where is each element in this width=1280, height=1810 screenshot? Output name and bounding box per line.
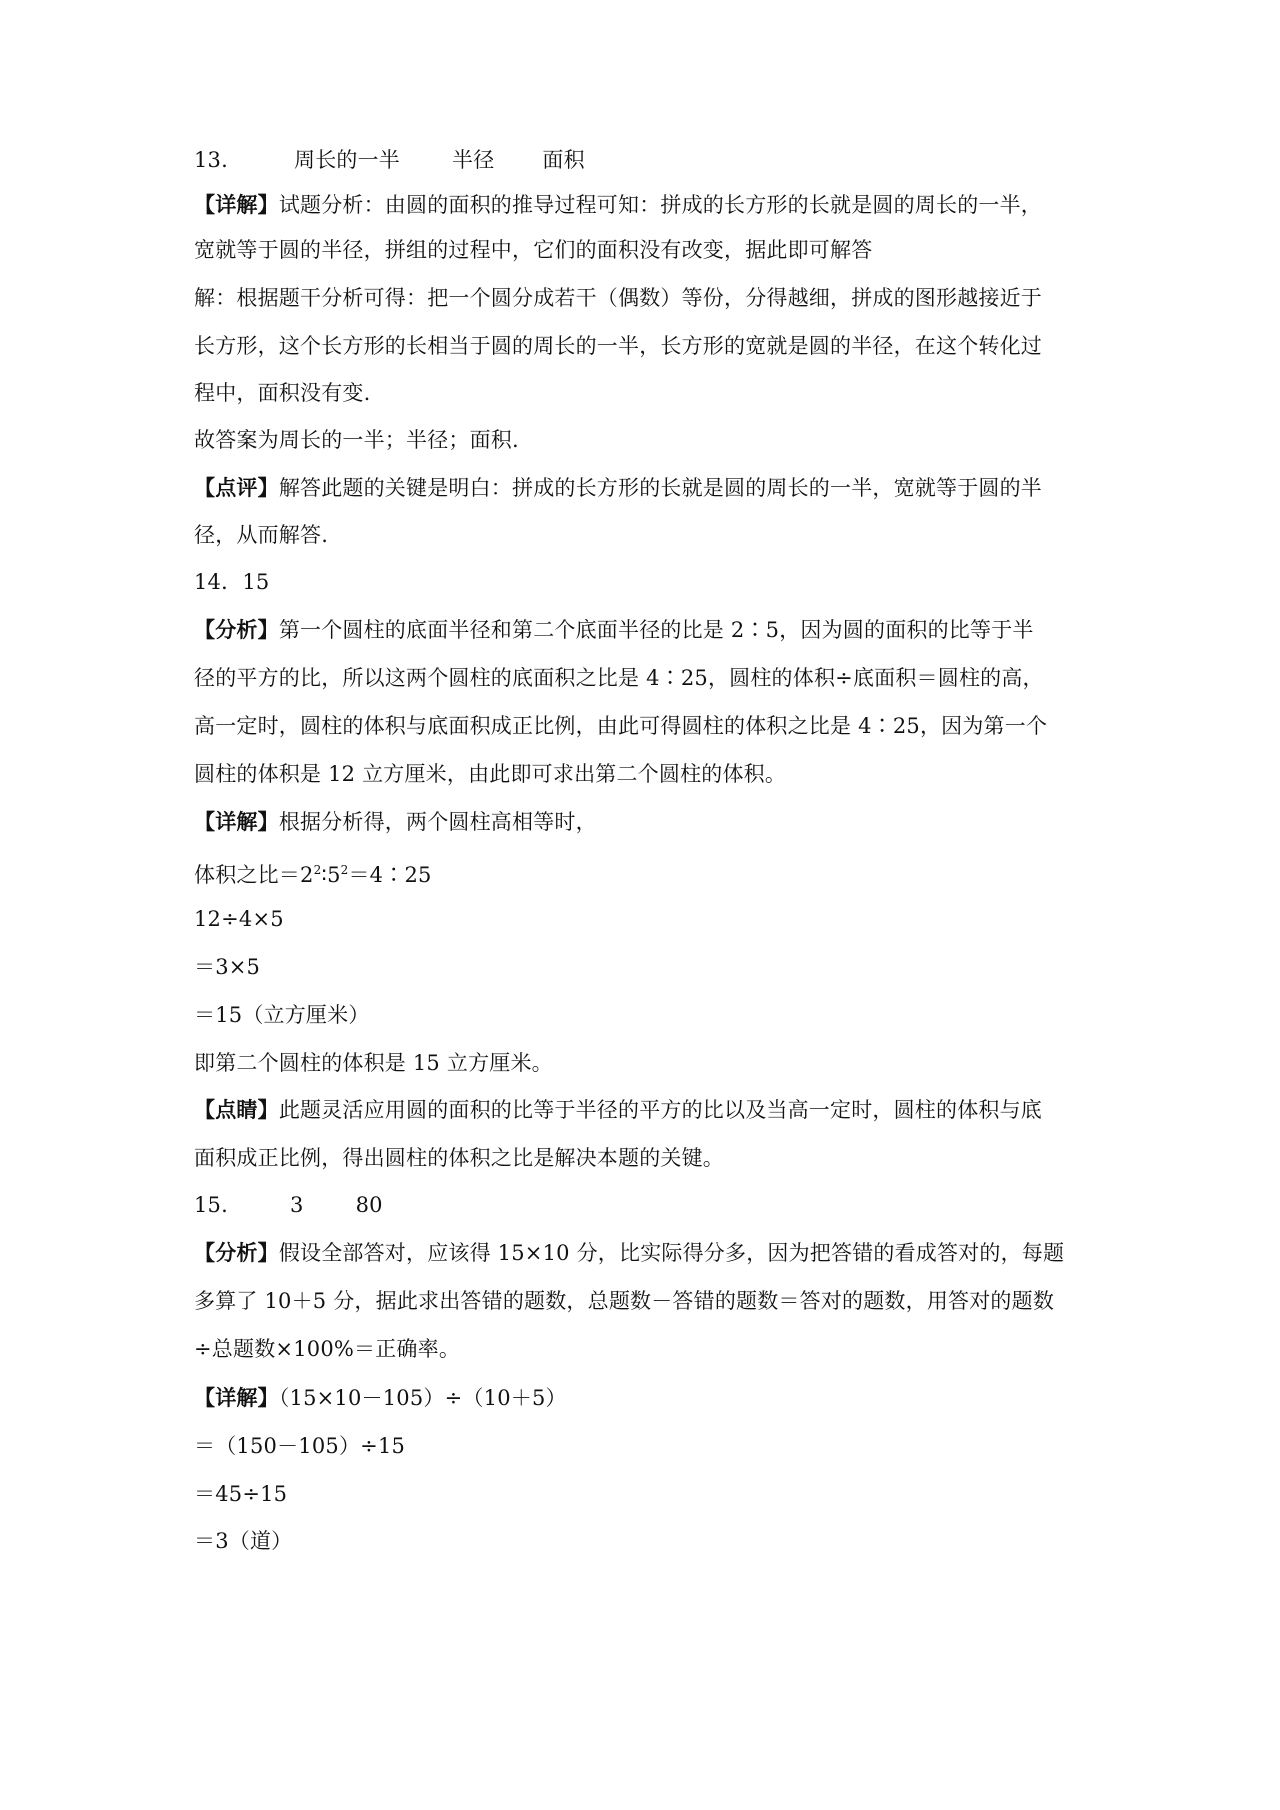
q14-analysis-tag: 【分析】: [194, 617, 279, 642]
q15-analysis-tag: 【分析】: [194, 1240, 279, 1265]
q15-number: 15.: [194, 1193, 228, 1217]
q14-analysis-line-1: [194, 617, 1034, 643]
q14-remark-line-1: [194, 1097, 1042, 1123]
q14-remark-text-1: 此题灵活应用圆的面积的比等于半径的平方的比以及当高一定时，圆柱的体积与底: [278, 1098, 1043, 1122]
q14-calc-line-1: 12÷4×5: [194, 907, 284, 931]
q13-answer-3: 面积: [542, 148, 585, 172]
q15-calc-line-2: ＝45÷15: [194, 1482, 288, 1506]
q13-detail-tag: 【详解】: [194, 192, 279, 217]
q15-detail-tag: 【详解】: [194, 1385, 279, 1410]
q15-calc-line-1: ＝（150－105）÷15: [194, 1434, 406, 1458]
ratio-sup-2: 2: [340, 863, 349, 877]
q14-remark-tag: 【点睛】: [194, 1097, 279, 1122]
q14-detail-intro: 根据分析得，两个圆柱高相等时，: [278, 810, 597, 834]
q15-detail-line: [194, 1385, 567, 1411]
q13-solution-line-1: 解：根据题干分析可得：把一个圆分成若干（偶数）等份，分得越细，拼成的图形越接近于: [194, 286, 1042, 310]
q14-result: 即第二个圆柱的体积是 15 立方厘米。: [194, 1051, 553, 1075]
q15-analysis-line-1: [194, 1240, 1064, 1266]
q14-analysis-line-2: 径的平方的比，所以这两个圆柱的底面积之比是 4∶25，圆柱的体积÷底面积＝圆柱的高，: [194, 666, 1044, 690]
q15-answer-1: 3: [290, 1193, 304, 1217]
q13-comment-tag: 【点评】: [194, 475, 279, 500]
q14-remark-line-2: 面积成正比例，得出圆柱的体积之比是解决本题的关键。: [194, 1146, 724, 1170]
q14-calc-line-2: ＝3×5: [194, 955, 261, 979]
q15-answer-2: 80: [355, 1193, 383, 1217]
q14-analysis-text-1: 第一个圆柱的底面半径和第二个底面半径的比是 2∶5，因为圆的面积的比等于半: [278, 618, 1034, 642]
q13-comment-line-1: [194, 475, 1042, 501]
q14-ratio-line: [194, 857, 432, 888]
q15-answer-line: [194, 1192, 383, 1218]
ratio-mid: ∶5: [321, 863, 341, 887]
q13-comment-text-1: 解答此题的关键是明白：拼成的长方形的长就是圆的周长的一半，宽就等于圆的半: [278, 476, 1043, 500]
q15-analysis-line-2: 多算了 10＋5 分，据此求出答错的题数，总题数－答错的题数＝答对的题数，用答对的题数: [194, 1289, 1055, 1313]
q15-analysis-text-1: 假设全部答对，应该得 15×10 分，比实际得分多，因为把答错的看成答对的，每题: [278, 1241, 1065, 1265]
ratio-prefix: 体积之比＝2: [194, 863, 314, 887]
q15-calc-line-3: ＝3（道）: [194, 1529, 293, 1553]
q13-detail-line-1: [194, 192, 1042, 218]
q13-comment-line-2: 径，从而解答.: [194, 523, 329, 547]
q13-solution-line-3: 程中，面积没有变.: [194, 381, 371, 405]
q14-calc-line-3: ＝15（立方厘米）: [194, 1003, 370, 1027]
q15-analysis-line-3: ÷总题数×100%＝正确率。: [194, 1337, 461, 1361]
q13-detail-text-1: 试题分析：由圆的面积的推导过程可知：拼成的长方形的长就是圆的周长的一半，: [278, 193, 1043, 217]
q14-detail-tag: 【详解】: [194, 809, 279, 834]
q13-conclusion: 故答案为周长的一半；半径；面积.: [194, 428, 519, 452]
q14-analysis-line-3: 高一定时，圆柱的体积与底面积成正比例，由此可得圆柱的体积之比是 4∶25，因为第一个: [194, 714, 1048, 738]
q14-analysis-line-4: 圆柱的体积是 12 立方厘米，由此即可求出第二个圆柱的体积。: [194, 762, 787, 786]
q14-answer-line: [194, 569, 269, 595]
q14-detail-line: [194, 809, 597, 835]
q13-number: 13.: [194, 148, 228, 172]
ratio-sup-1: 2: [313, 863, 322, 877]
q14-number: 14．: [194, 570, 243, 594]
q13-answer-line: [194, 147, 585, 173]
q15-detail-first: （15×10－105）÷（10＋5）: [278, 1386, 567, 1410]
ratio-suffix: ＝4∶25: [348, 863, 432, 887]
q13-solution-line-2: 长方形，这个长方形的长相当于圆的周长的一半，长方形的宽就是圆的半径，在这个转化过: [194, 334, 1042, 358]
q13-detail-line-2: 宽就等于圆的半径，拼组的过程中，它们的面积没有改变，据此即可解答: [194, 238, 873, 262]
q13-answer-1: 周长的一半: [294, 148, 400, 172]
q14-answer: 15: [242, 570, 270, 594]
q13-answer-2: 半径: [452, 148, 495, 172]
